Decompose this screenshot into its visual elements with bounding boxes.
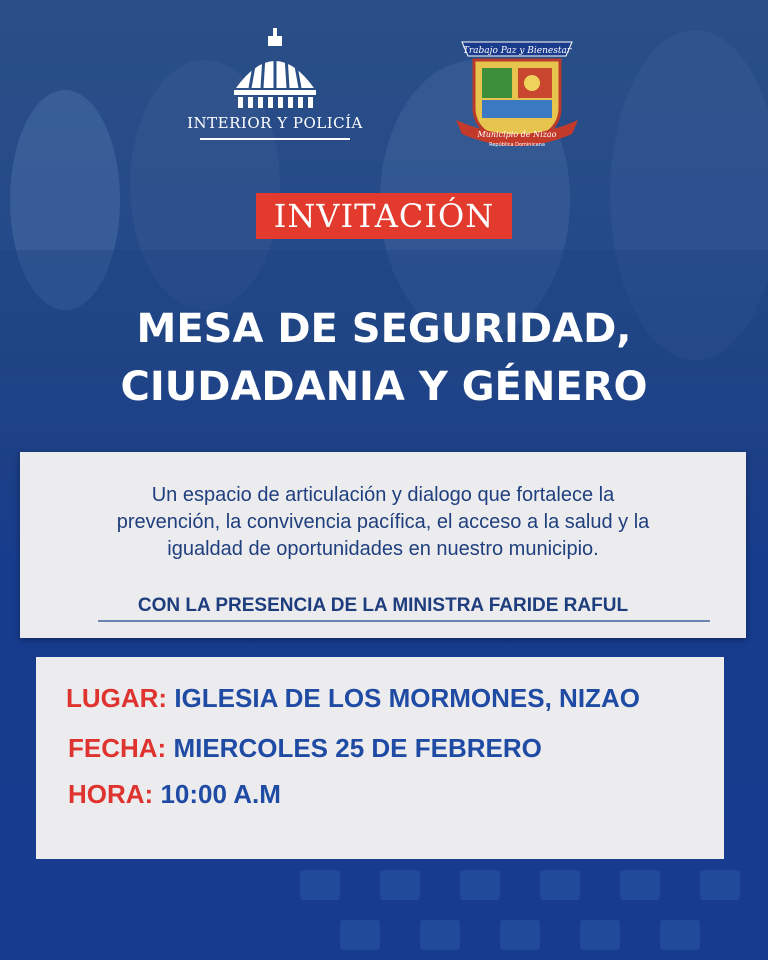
place-row: [66, 683, 640, 714]
seal-banner-text: Trabajo Paz y Bienestar: [462, 46, 572, 56]
page-title: [40, 300, 728, 416]
presence-underline: [98, 620, 710, 622]
place-value: IGLESIA DE LOS MORMONES, NIZAO: [174, 683, 640, 713]
background-grid: [0, 860, 768, 960]
interior-policia-logo: [170, 28, 380, 148]
description-panel: [20, 452, 746, 638]
dome-icon: [230, 28, 320, 110]
seal-ribbon-text: Municipio de Nizao: [477, 130, 557, 139]
time-row: [68, 779, 281, 810]
place-label: LUGAR:: [66, 683, 168, 713]
description-text: [50, 482, 716, 563]
logo-text: INTERIOR Y POLICÍA: [187, 114, 363, 132]
seal-sub-text: República Dominicana: [489, 142, 545, 148]
description-line: igualdad de oportunidades en nuestro municipio.: [167, 538, 599, 560]
nizao-municipal-seal: [452, 28, 582, 153]
description-line: prevención, la convivencia pacífica, el acceso a la salud y la: [116, 511, 650, 533]
invitation-badge: INVITACIÓN: [256, 193, 512, 239]
description-line: Un espacio de articulación y dialogo que fortalece la: [151, 484, 615, 506]
title-line-1: MESA DE SEGURIDAD,: [136, 306, 632, 352]
date-row: [68, 733, 542, 764]
time-value: 10:00 A.M: [160, 779, 281, 809]
date-value: MIERCOLES 25 DE FEBRERO: [173, 733, 542, 763]
event-details-panel: [36, 657, 724, 859]
time-label: HORA:: [68, 779, 154, 809]
date-label: FECHA:: [68, 733, 167, 763]
title-line-2: CIUDADANIA Y GÉNERO: [120, 364, 648, 410]
logo-underline: [200, 138, 350, 140]
presence-text: CON LA PRESENCIA DE LA MINISTRA FARIDE RAFUL: [137, 595, 629, 616]
